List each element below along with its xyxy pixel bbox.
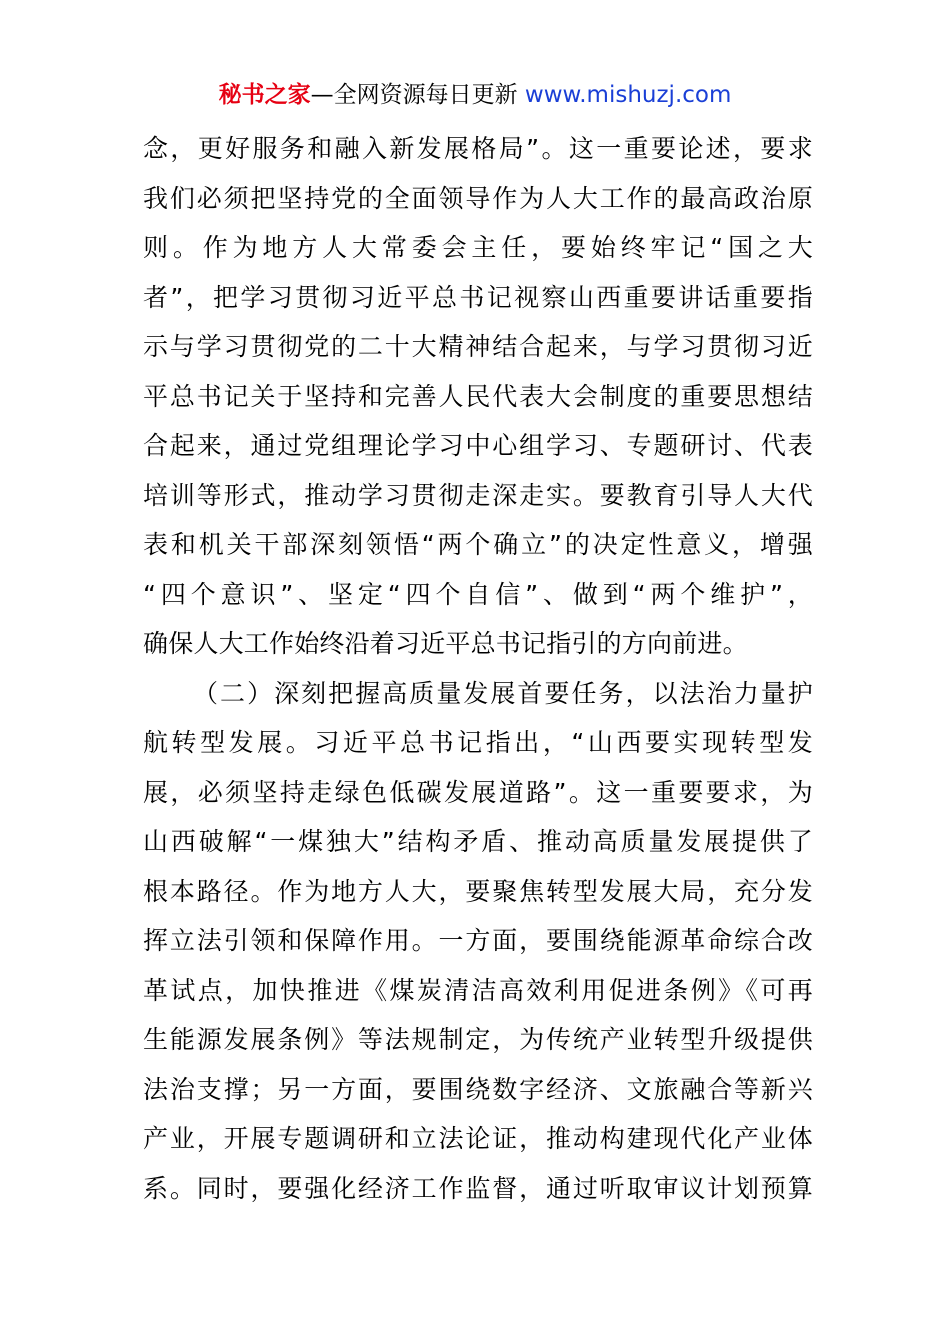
page-header	[0, 78, 950, 112]
text-line: 念，更好服务和融入新发展格局”。这一重要论述，要求	[143, 134, 813, 163]
header-site-link[interactable]: www.mishuzj.com	[524, 82, 732, 108]
header-tagline: —全网资源每日更新	[310, 82, 518, 108]
text-line: 者”，把学习贯彻习近平总书记视察山西重要讲话重要指	[143, 282, 813, 312]
text-line: 则。作为地方人大常委会主任，要始终牢记“国之大	[143, 233, 813, 262]
text-line: 合起来，通过党组理论学习中心组学习、专题研讨、代表	[143, 431, 813, 460]
text-line: 展，必须坚持走绿色低碳发展道路”。这一重要要求，为	[143, 777, 813, 807]
paragraph-end-line: 确保人大工作始终沿着习近平总书记指引的方向前进。	[143, 629, 748, 658]
text-line: 山西破解“一煤独大”结构矛盾、推动高质量发展提供了	[143, 827, 813, 856]
document-body	[143, 124, 813, 1213]
text-line: 挥立法引领和保障作用。一方面，要围绕能源革命综合改	[143, 926, 813, 955]
text-line: 根本路径。作为地方人大，要聚焦转型发展大局，充分发	[143, 876, 813, 906]
text-line: 航转型发展。习近平总书记指出，“山西要实现转型发	[143, 728, 813, 757]
text-line: 培训等形式，推动学习贯彻走深走实。要教育引导人大代	[143, 480, 813, 510]
text-line: 系。同时，要强化经济工作监督，通过听取审议计划预算	[143, 1173, 813, 1203]
text-line: 平总书记关于坚持和完善人民代表大会制度的重要思想结	[143, 381, 813, 411]
text-line: 产业，开展专题调研和立法论证，推动构建现代化产业体	[143, 1124, 813, 1153]
text-line: “四个意识”、坚定“四个自信”、做到“两个维护”，	[143, 579, 813, 609]
text-line: 法治支撑；另一方面，要围绕数字经济、文旅融合等新兴	[143, 1074, 813, 1104]
section-heading-line: （二）深刻把握高质量发展首要任务，以法治力量护	[193, 678, 813, 708]
text-line: 表和机关干部深刻领悟“两个确立”的决定性意义，增强	[143, 530, 813, 559]
header-brand: 秘书之家	[218, 82, 311, 108]
text-line: 生能源发展条例》等法规制定，为传统产业转型升级提供	[143, 1025, 813, 1054]
text-line: 革试点，加快推进《煤炭清洁高效利用促进条例》《可再	[143, 975, 813, 1005]
text-line: 我们必须把坚持党的全面领导作为人大工作的最高政治原	[143, 183, 813, 213]
text-line: 示与学习贯彻党的二十大精神结合起来，与学习贯彻习近	[143, 332, 813, 361]
